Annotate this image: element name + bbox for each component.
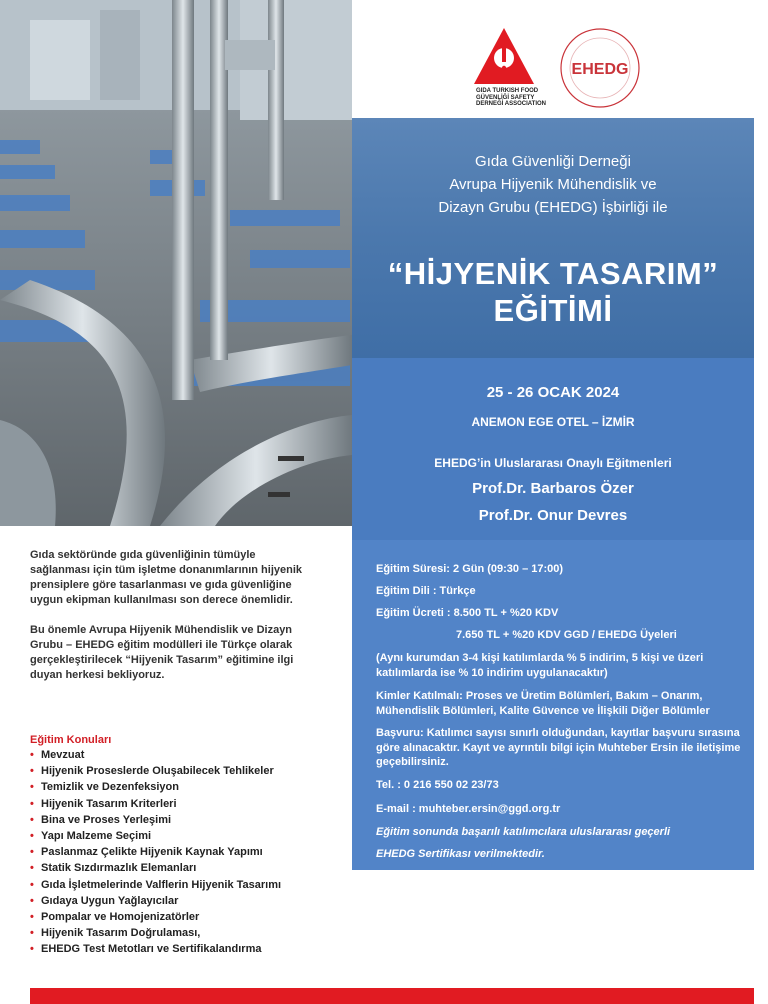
topic-label: Mevzuat	[41, 749, 85, 761]
factory-photo	[0, 0, 352, 526]
ehedg-logo	[558, 26, 642, 110]
bullet-icon: •	[30, 943, 34, 956]
topic-label: Hijyenik Tasarım Doğrulaması,	[41, 927, 201, 940]
intro-line-1: Gıda Güvenliği Derneği	[475, 153, 631, 170]
topic-item	[30, 909, 330, 925]
trainer-name: Prof.Dr. Barbaros Özer	[472, 480, 634, 497]
title-line-2: EĞİTİMİ	[493, 293, 613, 328]
description-paragraph: Bu önemle Avrupa Hijyenik Mühendislik ve Dizayn Grubu – EHEDG eğitim modülleri ile Türkçe olarak gerçekleştirilecek “Hijyenik Tasarım” eğitimine ilgi duyan herkesi bekliyoruz.	[30, 624, 294, 681]
topic-label: Yapı Malzeme Seçimi	[41, 829, 152, 842]
topic-label: Bina ve Proses Yerleşimi	[41, 813, 172, 826]
topic-item	[30, 779, 330, 795]
topics-list	[30, 747, 330, 957]
topics-heading: Eğitim Konuları	[30, 734, 112, 746]
topic-label: Gıda İşletmelerinde Valflerin Hijyenik Tasarımı	[41, 878, 282, 891]
topic-item	[30, 828, 330, 844]
duration: Eğitim Süresi: 2 Gün (09:30 – 17:00)	[376, 563, 564, 575]
topic-label: Hijyenik Tasarım Kriterleri	[41, 797, 177, 810]
certificate-note-1: Eğitim sonunda başarılı katılımcılara uluslararası geçerli	[376, 826, 671, 838]
description	[30, 548, 316, 698]
audience: Kimler Katılmalı: Proses ve Üretim Bölümleri, Bakım – Onarım, Mühendislik Bölümleri, Kalite Güvence ve İlişkili Diğer Bölümler	[376, 690, 710, 717]
bullet-icon: •	[30, 894, 34, 907]
topic-item	[30, 860, 330, 876]
bullet-icon: •	[30, 749, 34, 761]
language: Eğitim Dili : Türkçe	[376, 585, 476, 597]
topic-item	[30, 925, 330, 941]
bullet-icon: •	[30, 927, 34, 940]
topic-label: Hijyenik Proseslerde Oluşabilecek Tehlikeler	[41, 765, 274, 778]
title-line-1: “HİJYENİK TASARIM”	[387, 256, 719, 291]
bullet-icon: •	[30, 829, 34, 842]
gida-logo-text: GIDA TURKISH FOOD GÜVENLİĞİ SAFETY DERNEĞİ ASSOCIATION	[476, 88, 547, 107]
topic-label: Statik Sızdırmazlık Elemanları	[41, 862, 197, 875]
topic-item	[30, 877, 330, 893]
trainers-label: EHEDG’in Uluslararası Onaylı Eğitmenleri	[434, 456, 672, 470]
footer-red-bar	[30, 988, 754, 1004]
topic-item	[30, 763, 330, 779]
bullet-icon: •	[30, 846, 34, 859]
topic-label: Paslanmaz Çelikte Hijyenik Kaynak Yapımı	[41, 846, 263, 859]
description-paragraph: Gıda sektöründe gıda güvenliğinin tümüyle sağlanması için tüm işletme donanımlarının hijyenik prensiplere göre tasarlanması ve gıda güvenliğine uygun ekipman kullanılması son derece önemlidir.	[30, 549, 303, 606]
topic-item	[30, 747, 330, 763]
certificate-note-2: EHEDG Sertifikası verilmektedir.	[376, 848, 545, 860]
bullet-icon: •	[30, 781, 34, 794]
bullet-icon: •	[30, 910, 34, 923]
topic-item	[30, 941, 330, 957]
ehedg-logo-text: EHEDG	[571, 61, 629, 78]
intro-text	[352, 150, 754, 219]
intro-line-2: Avrupa Hijyenik Mühendislik ve	[449, 176, 657, 193]
trainer-name: Prof.Dr. Onur Devres	[478, 507, 628, 524]
event-venue: ANEMON EGE OTEL – İZMİR	[471, 415, 635, 429]
bullet-icon: •	[30, 797, 34, 810]
email-link[interactable]: E-mail : muhteber.ersin@ggd.org.tr	[376, 803, 561, 815]
intro-line-3: Dizayn Grubu (EHEDG) İşbirliği ile	[438, 199, 668, 216]
topic-label: Gıdaya Uygun Yağlayıcılar	[41, 894, 179, 907]
discount-note: (Aynı kurumdan 3-4 kişi katılımlarda % 5 indirim, 5 kişi ve üzeri katılımlarda ise % 10 indirim uygulanacaktır)	[376, 652, 704, 679]
page-title	[352, 255, 754, 329]
logo-area	[472, 26, 642, 116]
topic-label: Temizlik ve Dezenfeksiyon	[41, 781, 179, 794]
bullet-icon: •	[30, 765, 34, 778]
topic-item	[30, 844, 330, 860]
topic-label: EHEDG Test Metotları ve Sertifikalandırma	[41, 943, 262, 956]
topic-item	[30, 796, 330, 812]
fee: Eğitim Ücreti : 8.500 TL + %20 KDV	[376, 607, 559, 619]
topic-label: Pompalar ve Homojenizatörler	[41, 910, 200, 923]
bullet-icon: •	[30, 813, 34, 826]
topic-item	[30, 812, 330, 828]
bullet-icon: •	[30, 878, 34, 891]
phone: Tel. : 0 216 550 02 23/73	[376, 779, 499, 791]
application-info: Başvuru: Katılımcı sayısı sınırlı olduğundan, kayıtlar başvuru sırasına göre alınacaktır. Kayıt ve ayrıntılı bilgi için Muhteber Ersin ile iletişime geçebilirsiniz.	[376, 727, 741, 768]
topic-item	[30, 893, 330, 909]
fee-members: 7.650 TL + %20 KDV GGD / EHEDG Üyeleri	[456, 629, 677, 641]
bullet-icon: •	[30, 862, 34, 875]
event-date: 25 - 26 OCAK 2024	[486, 384, 620, 401]
